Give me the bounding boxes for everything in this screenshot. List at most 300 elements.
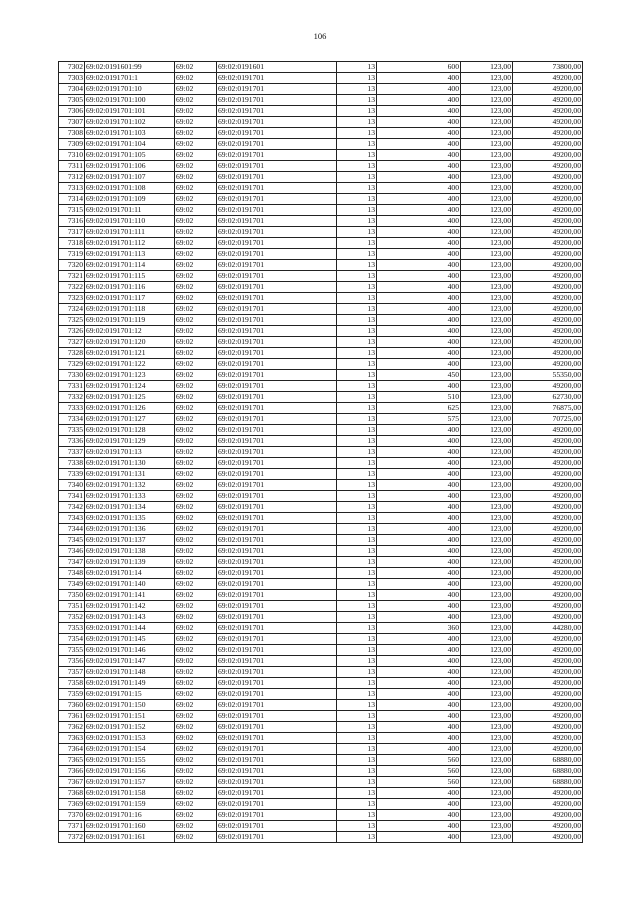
category-cell: 13 [337,700,377,711]
value-cell: 49200,00 [513,502,583,513]
area-cell: 400 [377,579,461,590]
table-row [59,656,583,667]
district-code-cell: 69:02 [175,392,217,403]
rate-cell: 123,00 [461,645,513,656]
district-code-cell: 69:02 [175,711,217,722]
quarter-number-cell: 69:02:0191701 [217,667,337,678]
cadastral-number-cell: 69:02:0191701:107 [85,172,175,183]
row-number-cell: 7365 [59,755,85,766]
cadastral-number-cell: 69:02:0191701:114 [85,260,175,271]
row-number-cell: 7307 [59,117,85,128]
category-cell: 13 [337,601,377,612]
area-cell: 575 [377,414,461,425]
category-cell: 13 [337,579,377,590]
table-row [59,216,583,227]
area-cell: 400 [377,139,461,150]
district-code-cell: 69:02 [175,524,217,535]
district-code-cell: 69:02 [175,249,217,260]
category-cell: 13 [337,513,377,524]
row-number-cell: 7313 [59,183,85,194]
table-row [59,788,583,799]
area-cell: 400 [377,128,461,139]
quarter-number-cell: 69:02:0191701 [217,766,337,777]
cadastral-number-cell: 69:02:0191701:119 [85,315,175,326]
row-number-cell: 7342 [59,502,85,513]
district-code-cell: 69:02 [175,832,217,843]
table-row [59,392,583,403]
table-row [59,194,583,205]
category-cell: 13 [337,678,377,689]
rate-cell: 123,00 [461,546,513,557]
rate-cell: 123,00 [461,722,513,733]
cadastral-number-cell: 69:02:0191701:148 [85,667,175,678]
cadastral-number-cell: 69:02:0191701:104 [85,139,175,150]
quarter-number-cell: 69:02:0191701 [217,447,337,458]
district-code-cell: 69:02 [175,106,217,117]
area-cell: 400 [377,216,461,227]
cadastral-number-cell: 69:02:0191701:131 [85,469,175,480]
table-row [59,777,583,788]
rate-cell: 123,00 [461,370,513,381]
row-number-cell: 7303 [59,73,85,84]
area-cell: 400 [377,491,461,502]
value-cell: 49200,00 [513,667,583,678]
value-cell: 49200,00 [513,161,583,172]
cadastral-number-cell: 69:02:0191701:101 [85,106,175,117]
area-cell: 400 [377,656,461,667]
quarter-number-cell: 69:02:0191701 [217,150,337,161]
area-cell: 400 [377,436,461,447]
value-cell: 49200,00 [513,722,583,733]
quarter-number-cell: 69:02:0191701 [217,183,337,194]
quarter-number-cell: 69:02:0191701 [217,733,337,744]
cadastral-number-cell: 69:02:0191701:122 [85,359,175,370]
cadastral-number-cell: 69:02:0191701:115 [85,271,175,282]
area-cell: 400 [377,304,461,315]
table-row [59,73,583,84]
value-cell: 49200,00 [513,95,583,106]
quarter-number-cell: 69:02:0191701 [217,590,337,601]
cadastral-number-cell: 69:02:0191701:116 [85,282,175,293]
cadastral-number-cell: 69:02:0191701:156 [85,766,175,777]
table-row [59,722,583,733]
district-code-cell: 69:02 [175,568,217,579]
quarter-number-cell: 69:02:0191701 [217,744,337,755]
quarter-number-cell: 69:02:0191701 [217,568,337,579]
category-cell: 13 [337,502,377,513]
value-cell: 73800,00 [513,62,583,73]
area-cell: 400 [377,810,461,821]
area-cell: 400 [377,568,461,579]
value-cell: 49200,00 [513,590,583,601]
quarter-number-cell: 69:02:0191701 [217,84,337,95]
table-row [59,161,583,172]
cadastral-number-cell: 69:02:0191701:100 [85,95,175,106]
table-row [59,447,583,458]
area-cell: 400 [377,480,461,491]
cadastral-number-cell: 69:02:0191701:120 [85,337,175,348]
district-code-cell: 69:02 [175,326,217,337]
rate-cell: 123,00 [461,469,513,480]
row-number-cell: 7338 [59,458,85,469]
rate-cell: 123,00 [461,183,513,194]
district-code-cell: 69:02 [175,535,217,546]
area-cell: 400 [377,260,461,271]
value-cell: 49200,00 [513,447,583,458]
district-code-cell: 69:02 [175,73,217,84]
area-cell: 400 [377,678,461,689]
district-code-cell: 69:02 [175,579,217,590]
cadastral-number-cell: 69:02:0191701:134 [85,502,175,513]
page-number: 106 [313,31,327,41]
quarter-number-cell: 69:02:0191701 [217,799,337,810]
category-cell: 13 [337,711,377,722]
value-cell: 49200,00 [513,183,583,194]
value-cell: 49200,00 [513,326,583,337]
cadastral-number-cell: 69:02:0191701:149 [85,678,175,689]
category-cell: 13 [337,788,377,799]
value-cell: 44280,00 [513,623,583,634]
row-number-cell: 7312 [59,172,85,183]
value-cell: 49200,00 [513,304,583,315]
category-cell: 13 [337,546,377,557]
rate-cell: 123,00 [461,711,513,722]
rate-cell: 123,00 [461,227,513,238]
quarter-number-cell: 69:02:0191701 [217,612,337,623]
rate-cell: 123,00 [461,678,513,689]
quarter-number-cell: 69:02:0191701 [217,689,337,700]
cadastral-number-cell: 69:02:0191701:121 [85,348,175,359]
district-code-cell: 69:02 [175,271,217,282]
area-cell: 400 [377,161,461,172]
rate-cell: 123,00 [461,348,513,359]
value-cell: 49200,00 [513,271,583,282]
area-cell: 400 [377,227,461,238]
quarter-number-cell: 69:02:0191701 [217,502,337,513]
category-cell: 13 [337,469,377,480]
cadastral-number-cell: 69:02:0191701:158 [85,788,175,799]
area-cell: 400 [377,744,461,755]
rate-cell: 123,00 [461,458,513,469]
district-code-cell: 69:02 [175,172,217,183]
row-number-cell: 7357 [59,667,85,678]
category-cell: 13 [337,392,377,403]
value-cell: 49200,00 [513,260,583,271]
table-row [59,425,583,436]
category-cell: 13 [337,128,377,139]
table-row [59,524,583,535]
quarter-number-cell: 69:02:0191701 [217,810,337,821]
value-cell: 68880,00 [513,766,583,777]
rate-cell: 123,00 [461,139,513,150]
row-number-cell: 7337 [59,447,85,458]
area-cell: 400 [377,337,461,348]
rate-cell: 123,00 [461,623,513,634]
table-row [59,557,583,568]
district-code-cell: 69:02 [175,634,217,645]
quarter-number-cell: 69:02:0191701 [217,469,337,480]
row-number-cell: 7346 [59,546,85,557]
quarter-number-cell: 69:02:0191701 [217,777,337,788]
value-cell: 49200,00 [513,634,583,645]
area-cell: 600 [377,62,461,73]
table-row [59,590,583,601]
cadastral-number-cell: 69:02:0191701:161 [85,832,175,843]
district-code-cell: 69:02 [175,117,217,128]
table-row [59,172,583,183]
value-cell: 49200,00 [513,249,583,260]
category-cell: 13 [337,315,377,326]
rate-cell: 123,00 [461,689,513,700]
district-code-cell: 69:02 [175,744,217,755]
row-number-cell: 7372 [59,832,85,843]
row-number-cell: 7331 [59,381,85,392]
district-code-cell: 69:02 [175,733,217,744]
rate-cell: 123,00 [461,524,513,535]
area-cell: 400 [377,205,461,216]
row-number-cell: 7314 [59,194,85,205]
district-code-cell: 69:02 [175,304,217,315]
value-cell: 49200,00 [513,458,583,469]
table-row [59,458,583,469]
cadastral-number-cell: 69:02:0191701:160 [85,821,175,832]
category-cell: 13 [337,205,377,216]
category-cell: 13 [337,733,377,744]
area-cell: 400 [377,832,461,843]
district-code-cell: 69:02 [175,645,217,656]
rate-cell: 123,00 [461,491,513,502]
cadastral-number-cell: 69:02:0191701:152 [85,722,175,733]
district-code-cell: 69:02 [175,546,217,557]
quarter-number-cell: 69:02:0191701 [217,403,337,414]
table-row [59,205,583,216]
district-code-cell: 69:02 [175,667,217,678]
rate-cell: 123,00 [461,766,513,777]
area-cell: 560 [377,766,461,777]
table-row [59,271,583,282]
quarter-number-cell: 69:02:0191701 [217,293,337,304]
value-cell: 49200,00 [513,469,583,480]
district-code-cell: 69:02 [175,161,217,172]
district-code-cell: 69:02 [175,348,217,359]
value-cell: 49200,00 [513,194,583,205]
rate-cell: 123,00 [461,260,513,271]
table-row [59,128,583,139]
district-code-cell: 69:02 [175,238,217,249]
table-body [59,62,583,843]
cadastral-number-cell: 69:02:0191701:133 [85,491,175,502]
table-row [59,95,583,106]
row-number-cell: 7321 [59,271,85,282]
quarter-number-cell: 69:02:0191701 [217,260,337,271]
quarter-number-cell: 69:02:0191701 [217,832,337,843]
cadastral-number-cell: 69:02:0191701:13 [85,447,175,458]
table-row [59,634,583,645]
rate-cell: 123,00 [461,359,513,370]
category-cell: 13 [337,755,377,766]
rate-cell: 123,00 [461,62,513,73]
area-cell: 400 [377,788,461,799]
quarter-number-cell: 69:02:0191701 [217,645,337,656]
area-cell: 400 [377,381,461,392]
district-code-cell: 69:02 [175,95,217,106]
district-code-cell: 69:02 [175,425,217,436]
rate-cell: 123,00 [461,95,513,106]
value-cell: 49200,00 [513,645,583,656]
rate-cell: 123,00 [461,128,513,139]
cadastral-number-cell: 69:02:0191701:157 [85,777,175,788]
category-cell: 13 [337,73,377,84]
quarter-number-cell: 69:02:0191701 [217,326,337,337]
rate-cell: 123,00 [461,216,513,227]
area-cell: 400 [377,612,461,623]
row-number-cell: 7334 [59,414,85,425]
rate-cell: 123,00 [461,106,513,117]
row-number-cell: 7355 [59,645,85,656]
value-cell: 49200,00 [513,337,583,348]
cadastral-number-cell: 69:02:0191701:15 [85,689,175,700]
quarter-number-cell: 69:02:0191701 [217,392,337,403]
category-cell: 13 [337,106,377,117]
area-cell: 400 [377,447,461,458]
district-code-cell: 69:02 [175,480,217,491]
area-cell: 400 [377,271,461,282]
cadastral-number-cell: 69:02:0191701:145 [85,634,175,645]
rate-cell: 123,00 [461,744,513,755]
area-cell: 400 [377,821,461,832]
row-number-cell: 7329 [59,359,85,370]
district-code-cell: 69:02 [175,414,217,425]
quarter-number-cell: 69:02:0191701 [217,700,337,711]
row-number-cell: 7323 [59,293,85,304]
row-number-cell: 7315 [59,205,85,216]
rate-cell: 123,00 [461,777,513,788]
row-number-cell: 7363 [59,733,85,744]
area-cell: 400 [377,557,461,568]
quarter-number-cell: 69:02:0191701 [217,194,337,205]
table-row [59,106,583,117]
cadastral-number-cell: 69:02:0191701:108 [85,183,175,194]
district-code-cell: 69:02 [175,557,217,568]
quarter-number-cell: 69:02:0191701 [217,282,337,293]
category-cell: 13 [337,645,377,656]
area-cell: 400 [377,513,461,524]
rate-cell: 123,00 [461,733,513,744]
rate-cell: 123,00 [461,161,513,172]
category-cell: 13 [337,799,377,810]
value-cell: 49200,00 [513,282,583,293]
area-cell: 400 [377,293,461,304]
category-cell: 13 [337,568,377,579]
district-code-cell: 69:02 [175,359,217,370]
cadastral-number-cell: 69:02:0191701:146 [85,645,175,656]
quarter-number-cell: 69:02:0191701 [217,480,337,491]
row-number-cell: 7306 [59,106,85,117]
quarter-number-cell: 69:02:0191701 [217,227,337,238]
area-cell: 400 [377,601,461,612]
area-cell: 400 [377,700,461,711]
cadastral-number-cell: 69:02:0191601:99 [85,62,175,73]
cadastral-number-cell: 69:02:0191701:124 [85,381,175,392]
table-row [59,150,583,161]
district-code-cell: 69:02 [175,337,217,348]
category-cell: 13 [337,766,377,777]
table-row [59,733,583,744]
cadastral-number-cell: 69:02:0191701:142 [85,601,175,612]
cadastral-number-cell: 69:02:0191701:102 [85,117,175,128]
rate-cell: 123,00 [461,293,513,304]
cadastral-number-cell: 69:02:0191701:105 [85,150,175,161]
value-cell: 49200,00 [513,535,583,546]
value-cell: 49200,00 [513,546,583,557]
cadastral-number-cell: 69:02:0191701:147 [85,656,175,667]
row-number-cell: 7369 [59,799,85,810]
quarter-number-cell: 69:02:0191701 [217,634,337,645]
value-cell: 49200,00 [513,579,583,590]
row-number-cell: 7335 [59,425,85,436]
cadastral-number-cell: 69:02:0191701:14 [85,568,175,579]
quarter-number-cell: 69:02:0191701 [217,722,337,733]
row-number-cell: 7336 [59,436,85,447]
value-cell: 70725,00 [513,414,583,425]
table-row [59,744,583,755]
category-cell: 13 [337,194,377,205]
quarter-number-cell: 69:02:0191701 [217,711,337,722]
value-cell: 49200,00 [513,612,583,623]
value-cell: 49200,00 [513,238,583,249]
district-code-cell: 69:02 [175,678,217,689]
value-cell: 55350,00 [513,370,583,381]
table-row [59,436,583,447]
rate-cell: 123,00 [461,656,513,667]
value-cell: 49200,00 [513,568,583,579]
category-cell: 13 [337,623,377,634]
value-cell: 49200,00 [513,744,583,755]
cadastral-number-cell: 69:02:0191701:103 [85,128,175,139]
table-row [59,381,583,392]
district-code-cell: 69:02 [175,216,217,227]
category-cell: 13 [337,95,377,106]
table-row [59,491,583,502]
cadastral-number-cell: 69:02:0191701:136 [85,524,175,535]
table-row [59,227,583,238]
rate-cell: 123,00 [461,392,513,403]
area-cell: 360 [377,623,461,634]
table-row [59,502,583,513]
category-cell: 13 [337,304,377,315]
district-code-cell: 69:02 [175,821,217,832]
rate-cell: 123,00 [461,282,513,293]
rate-cell: 123,00 [461,590,513,601]
value-cell: 49200,00 [513,678,583,689]
quarter-number-cell: 69:02:0191701 [217,425,337,436]
district-code-cell: 69:02 [175,788,217,799]
category-cell: 13 [337,491,377,502]
category-cell: 13 [337,667,377,678]
value-cell: 49200,00 [513,293,583,304]
table-row [59,755,583,766]
table-row [59,513,583,524]
row-number-cell: 7305 [59,95,85,106]
value-cell: 49200,00 [513,601,583,612]
rate-cell: 123,00 [461,403,513,414]
cadastral-number-cell: 69:02:0191701:10 [85,84,175,95]
category-cell: 13 [337,414,377,425]
cadastral-number-cell: 69:02:0191701:113 [85,249,175,260]
category-cell: 13 [337,227,377,238]
cadastral-number-cell: 69:02:0191701:125 [85,392,175,403]
cadastral-table-container [58,61,583,843]
